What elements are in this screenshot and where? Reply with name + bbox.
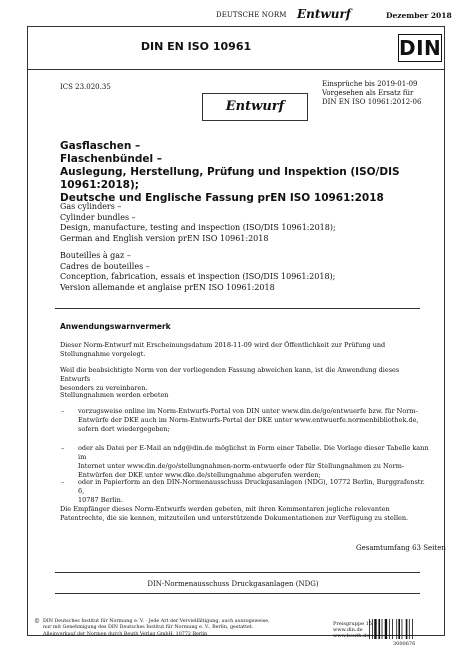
copyright-line: nur mit Genehmigung des DIN Deutsches Institut für Normung e. V., Berlin, gestattet. bbox=[43, 625, 254, 631]
price-block bbox=[333, 621, 372, 640]
barcode-icon bbox=[368, 619, 428, 641]
title-fr-line: Conception, fabrication, essais et inspection (ISO/DIS 10961:2018); bbox=[60, 272, 336, 281]
title-de-line: Deutsche und Englische Fassung prEN ISO 10961:2018 bbox=[60, 192, 384, 204]
paragraph-line: Stellungnahme vorgelegt. bbox=[60, 350, 146, 358]
title-de-line: Gasflaschen – bbox=[60, 140, 141, 152]
bullet-dash: – bbox=[61, 444, 65, 452]
list-item-line: Entwürfe der DKE auch im Norm-Entwurfs-Portal der DKE unter www.entwuerfe.normenbibliothek.de, bbox=[78, 416, 419, 424]
document-number: DIN EN ISO 10961 bbox=[140, 40, 252, 53]
status-label: Entwurf bbox=[297, 7, 351, 21]
copyright-line: DIN Deutsches Institut für Normung e. V. · Jede Art der Vervielfältigung, auch auszugsweise, bbox=[43, 619, 270, 624]
objections-block bbox=[322, 80, 421, 107]
section-divider bbox=[55, 572, 420, 573]
list-item-line: 10787 Berlin. bbox=[78, 496, 123, 504]
copyright-line: Alleinverkauf der Normen durch Beuth Verlag GmbH, 10772 Berlin bbox=[43, 631, 208, 637]
title-en-line: Cylinder bundles – bbox=[60, 212, 136, 222]
din-logo bbox=[398, 34, 442, 62]
warning-paragraph bbox=[60, 341, 430, 359]
title-french bbox=[60, 251, 445, 293]
list-item-line: sofern dort wiedergegeben; bbox=[78, 425, 170, 433]
publication-date: Dezember 2018 bbox=[386, 11, 452, 20]
list-item-line: Internet unter www.din.de/go/stellungnahmen-norm-entwuerfe oder für Stellungnahmen zu Norm- bbox=[78, 462, 405, 470]
beuth-website: www.beuth.de bbox=[333, 633, 370, 640]
standards-committee: DIN-Normenausschuss Druckgasanlagen (NDG) bbox=[147, 580, 319, 588]
list-item-line: vorzugsweise online im Norm-Entwurfs-Portal von DIN unter www.din.de/go/entwuerfe bzw. für Norm- bbox=[78, 407, 418, 415]
list-item-line: oder in Papierform an den DIN-Normenausschuss Druckgasanlagen (NDG), 10772 Berlin, Burggrafenstr. 6, bbox=[78, 478, 425, 495]
title-en-line: German and English version prEN ISO 10961:2018 bbox=[60, 233, 269, 243]
title-fr-line: Version allemande et anglaise prEN ISO 10961:2018 bbox=[60, 282, 275, 292]
comments-intro: Stellungnahmen werden erbeten bbox=[60, 391, 169, 399]
title-german bbox=[60, 140, 445, 205]
title-en-line: Design, manufacture, testing and inspection (ISO/DIS 10961:2018); bbox=[60, 223, 336, 232]
din-logo-text: DIN bbox=[399, 36, 442, 60]
replacement-label: Vorgesehen als Ersatz für bbox=[322, 89, 414, 97]
paragraph-line: Weil die beabsichtigte Norm von der vorliegenden Fassung abweichen kann, ist die Anwendung dieses Entwurfs bbox=[60, 366, 400, 383]
patent-notice bbox=[60, 505, 430, 523]
copyright-symbol: © bbox=[34, 618, 40, 625]
title-fr-line: Bouteilles à gaz – bbox=[60, 251, 131, 260]
list-item-line: Entwürfen der DKE unter www.dke.de/stellungnahme abgerufen werden; bbox=[78, 471, 321, 479]
objections-deadline: Einsprüche bis 2019-01-09 bbox=[322, 80, 418, 88]
title-row bbox=[27, 26, 445, 70]
section-divider bbox=[55, 308, 420, 309]
paragraph-line: Dieser Norm-Entwurf mit Erscheinungsdatum 2018-11-09 wird der Öffentlichkeit zur Prüfung und bbox=[60, 341, 386, 349]
paragraph-line: Die Empfänger dieses Norm-Entwurfs werden gebeten, mit ihren Kommentaren jegliche relevanten bbox=[60, 505, 390, 513]
title-english bbox=[60, 202, 445, 244]
warning-heading: Anwendungswarnvermerk bbox=[60, 322, 171, 331]
list-item-line: oder als Datei per E-Mail an ndg@din.de möglichst in Form einer Tabelle. Die Vorlage dieser Tabelle kann im bbox=[78, 444, 429, 461]
bullet-dash: – bbox=[61, 478, 65, 486]
price-group: Preisgruppe 15 bbox=[333, 621, 373, 627]
barcode-number: 3000676 bbox=[393, 641, 416, 647]
paragraph-line: besonders zu vereinbaren. bbox=[60, 384, 148, 392]
draft-stamp-text: Entwurf bbox=[225, 99, 285, 114]
norm-label: DEUTSCHE NORM bbox=[216, 11, 287, 19]
title-fr-line: Cadres de bouteilles – bbox=[60, 261, 150, 271]
title-de-line: Flaschenbündel – bbox=[60, 153, 163, 165]
bullet-dash: – bbox=[61, 407, 65, 415]
document-header bbox=[0, 8, 466, 24]
total-pages: Gesamtumfang 63 Seiten bbox=[356, 544, 446, 552]
replaced-standard: DIN EN ISO 10961:2012-06 bbox=[322, 98, 422, 106]
title-de-line: Auslegung, Herstellung, Prüfung und Inspektion (ISO/DIS 10961:2018); bbox=[60, 166, 400, 191]
warning-paragraph bbox=[60, 366, 430, 393]
draft-stamp bbox=[202, 93, 308, 121]
section-divider bbox=[55, 593, 420, 594]
title-en-line: Gas cylinders – bbox=[60, 202, 122, 211]
ics-code: ICS 23.020.35 bbox=[60, 83, 111, 91]
din-website: www.din.de bbox=[333, 627, 363, 634]
paragraph-line: Patentrechte, die sie kennen, mitzuteilen und unterstützende Dokumentationen zur Verfügung zu stellen. bbox=[60, 514, 409, 522]
